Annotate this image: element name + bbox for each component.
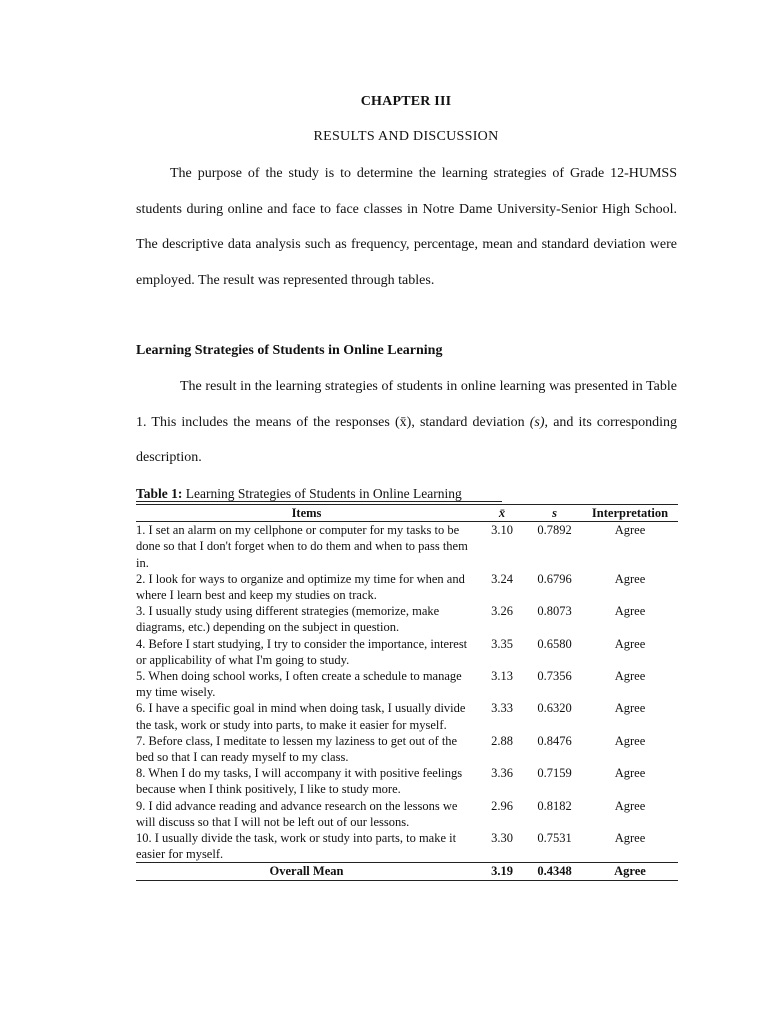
overall-mean-row [136,863,678,880]
header-interpretation: Interpretation [582,505,678,522]
mean-cell: 2.96 [491,798,513,813]
header-items: Items [136,505,477,522]
mean-cell: 3.13 [491,669,513,684]
sd-cell: 0.6796 [537,571,572,586]
item-cell: 9. I did advance reading and advance research on the lessons we will discuss so that I will not be left out of our lessons. [136,798,458,829]
paragraph-text-2: ), standard deviation [406,414,530,430]
sd-cell: 0.6320 [537,701,572,716]
item-cell: 8. When I do my tasks, I will accompany it with positive feelings because when I think positively, I like to study more. [136,766,463,797]
sd-cell: 0.8182 [537,798,572,813]
mean-cell: 3.33 [491,701,513,716]
table-caption-text: Learning Strategies of Students in Online Learning [185,486,462,501]
sd-cell: 0.7159 [537,766,572,781]
item-cell: 6. I have a specific goal in mind when doing task, I usually divide the task, work or study into parts, to make it easier for myself. [136,701,466,732]
sd-cell: 0.8476 [537,733,572,748]
table-row [136,603,678,635]
table-header-row [136,505,678,522]
overall-mean: 3.19 [477,863,527,880]
mean-cell: 2.88 [491,733,513,748]
mean-cell: 3.26 [491,604,513,619]
interpretation-cell: Agree [614,523,646,538]
results-table [136,504,678,881]
intro-paragraph: The purpose of the study is to determine the learning strategies of Grade 12-HUMSS students during online and face to face classes in Notre Dame University-Senior High School. The descriptive data analysis such as frequency, percentage, mean and standard deviation were employed. The result was represented through tables. [136,166,677,289]
table-row [136,668,678,700]
mean-cell: 3.35 [491,636,513,651]
sd-symbol: (s) [529,414,545,430]
item-cell: 5. When doing school works, I often create a schedule to manage my time wisely. [136,669,462,700]
table-row [136,522,678,571]
interpretation-cell: Agree [614,766,646,781]
item-cell: 2. I look for ways to organize and optimize my time for when and where I learn best and keep my studies on track. [136,571,465,603]
subsection-title: Learning Strategies of Students in Online Learning [136,343,443,358]
item-cell: 1. I set an alarm on my cellphone or computer for my tasks to be done so that I don't forget when to do them and when to pass them in. [136,523,468,570]
header-mean: x̄ [477,505,527,522]
table-row [136,700,678,732]
table-row [136,765,678,797]
caption-underline [136,501,502,502]
mean-cell: 3.36 [491,766,513,781]
header-sd: s [527,505,582,522]
table-caption [136,486,462,502]
interpretation-cell: Agree [614,798,646,813]
mean-cell: 3.10 [491,523,513,538]
table-row [136,571,678,603]
mean-symbol: x̄ [399,414,407,430]
interpretation-cell: Agree [614,669,646,684]
table-caption-label: Table 1: [136,486,183,501]
section-paragraph [136,369,677,476]
table-row [136,636,678,668]
section-heading: RESULTS AND DISCUSSION [313,129,499,144]
overall-sd: 0.4348 [527,863,582,880]
sd-cell: 0.8073 [537,604,572,619]
table-row [136,733,678,765]
sd-cell: 0.7531 [537,831,572,846]
item-cell: 3. I usually study using different strategies (memorize, make diagrams, etc.) depending on the subject in question. [136,604,440,635]
paragraph-text-3: , and its corresponding description. [136,414,677,466]
interpretation-cell: Agree [614,701,646,716]
item-cell: 10. I usually divide the task, work or study into parts, to make it easier for myself. [136,831,457,862]
interpretation-cell: Agree [614,636,646,651]
paragraph-text-1: The result in the learning strategies of students in online learning was presented in Table 1. This includes the means of the responses ( [136,379,677,430]
interpretation-cell: Agree [614,604,646,619]
overall-interpretation: Agree [582,863,678,880]
table-row [136,830,678,863]
interpretation-cell: Agree [614,831,646,846]
item-cell: 4. Before I start studying, I try to consider the importance, interest or applicability of what I'm going to study. [136,636,468,667]
sd-cell: 0.7892 [537,523,572,538]
sd-cell: 0.6580 [537,636,572,651]
interpretation-cell: Agree [614,733,646,748]
item-cell: 7. Before class, I meditate to lessen my laziness to get out of the bed so that I can ready myself to my class. [136,733,458,765]
mean-cell: 3.24 [491,571,513,586]
mean-cell: 3.30 [491,831,513,846]
interpretation-cell: Agree [614,571,646,586]
sd-cell: 0.7356 [537,669,572,684]
chapter-title: CHAPTER III [360,94,452,109]
table-row [136,798,678,830]
overall-label: Overall Mean [136,863,477,880]
